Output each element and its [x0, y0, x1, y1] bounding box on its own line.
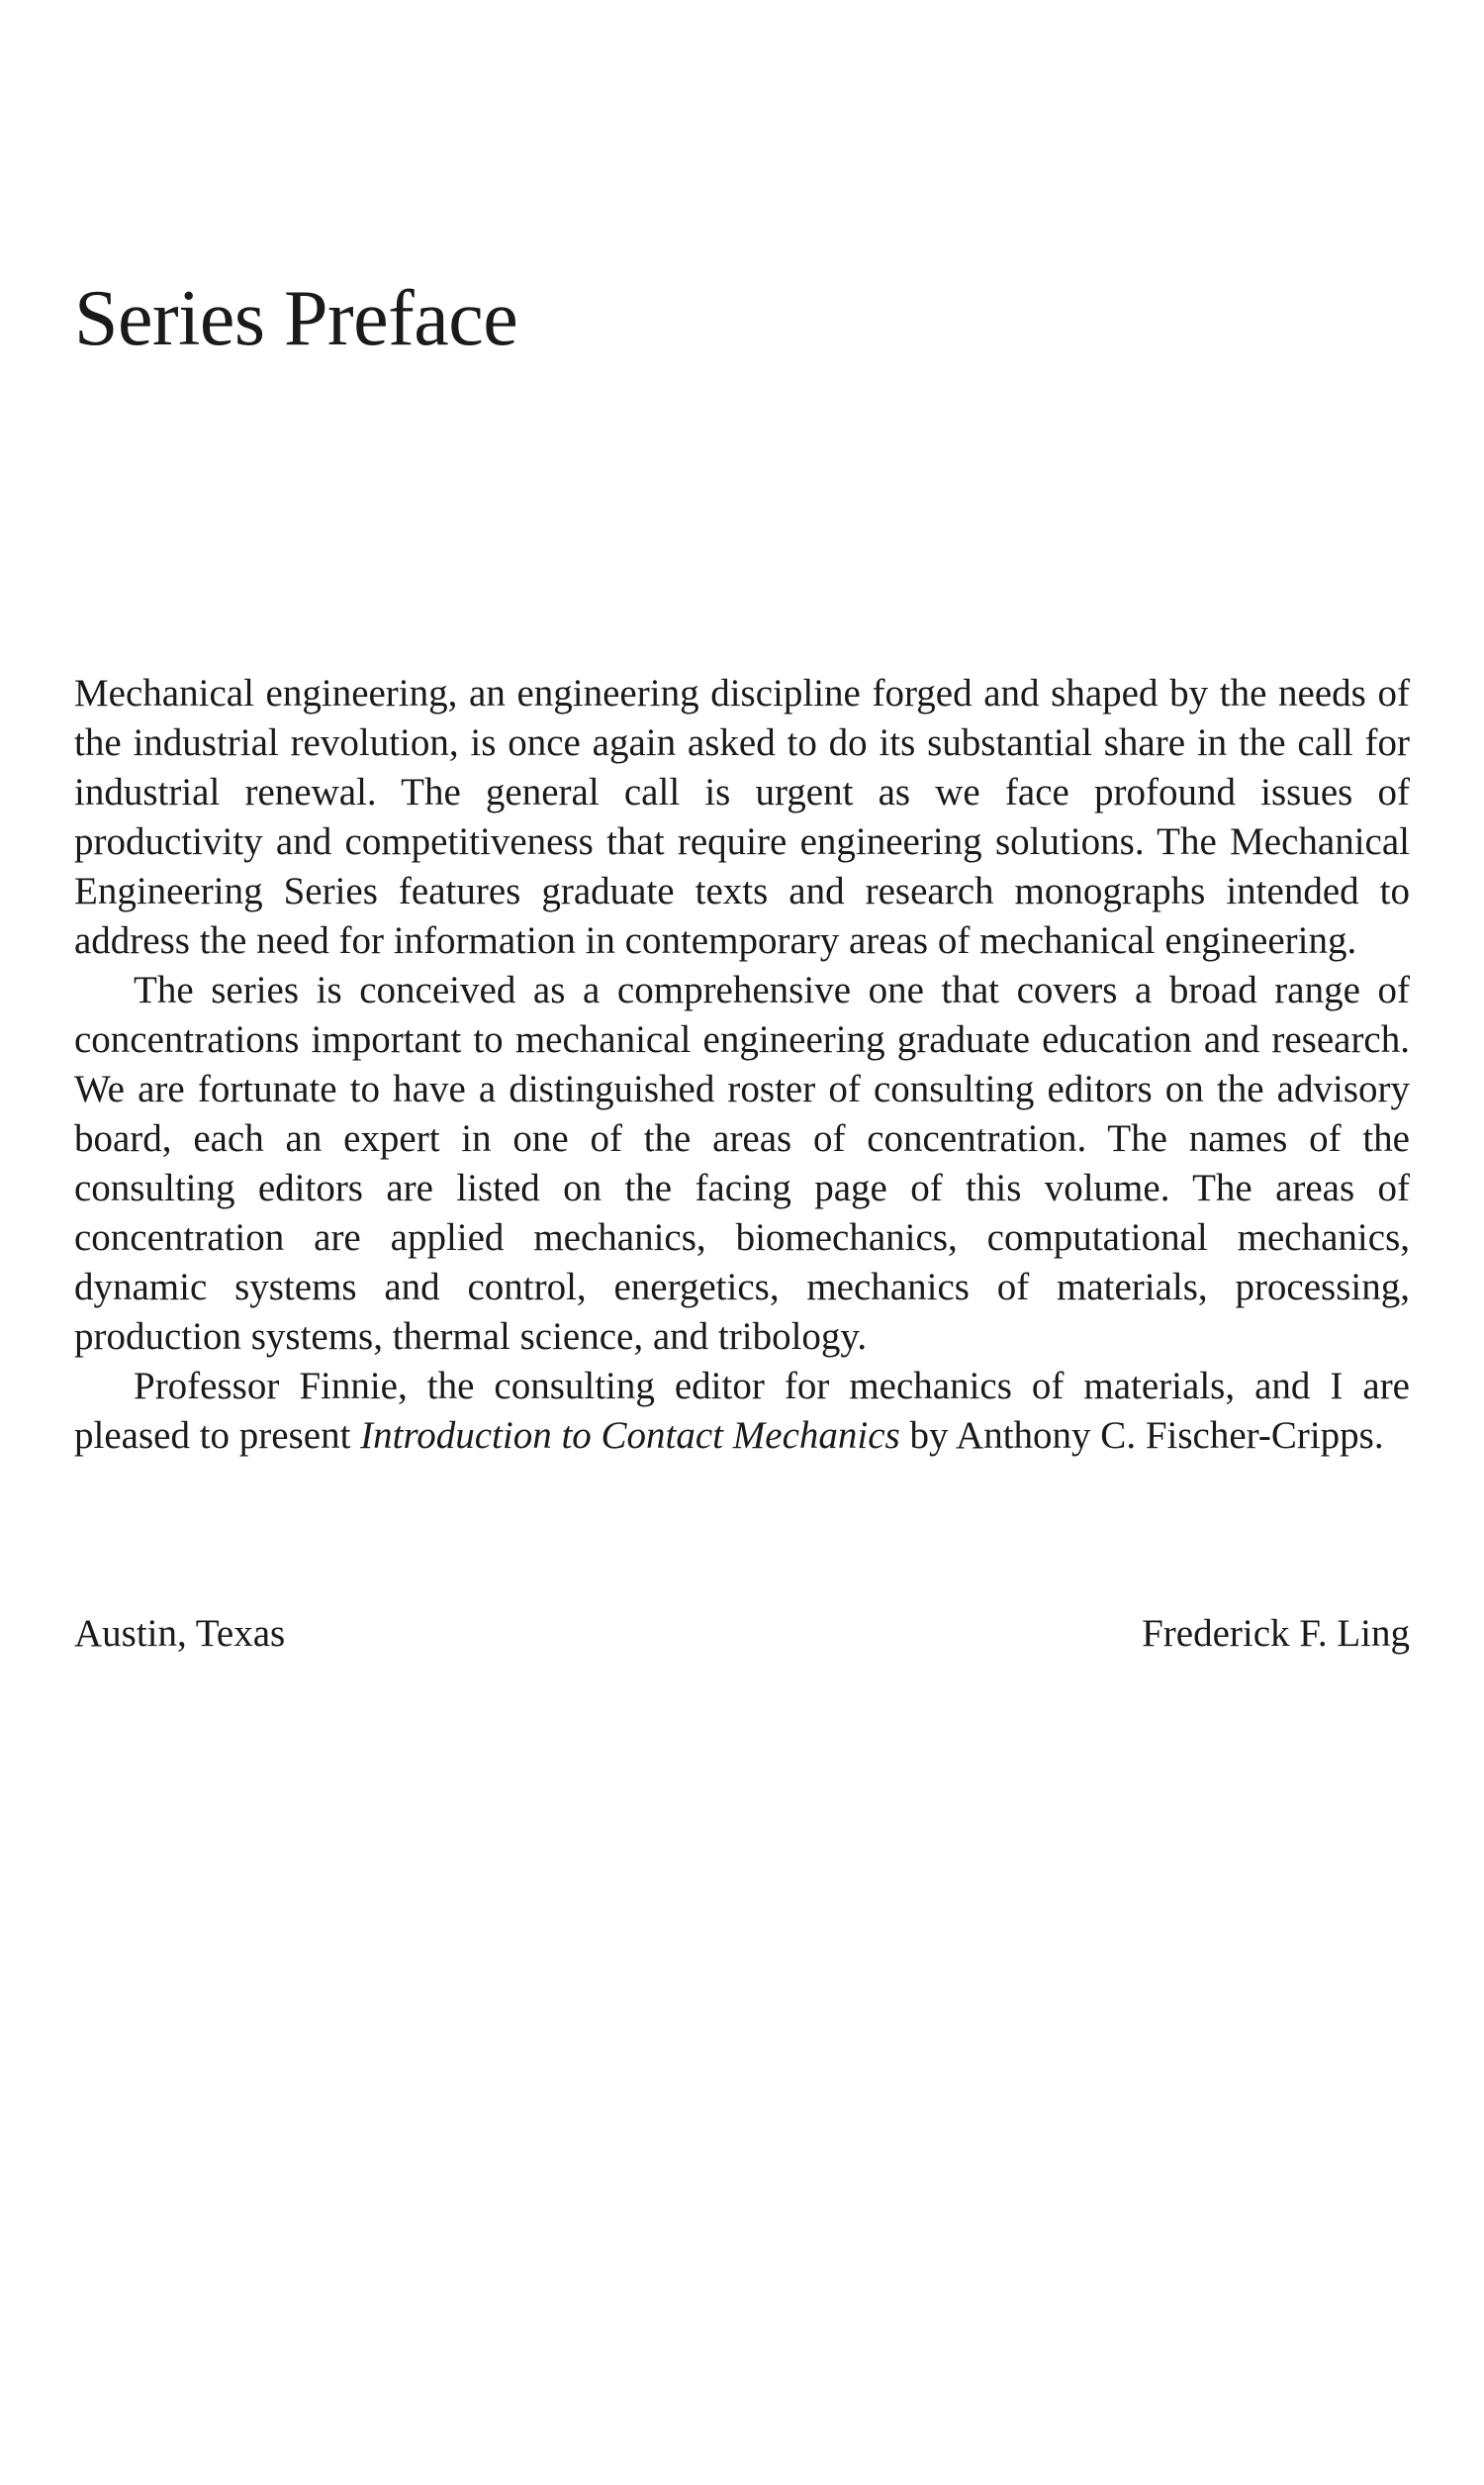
- page-title: Series Preface: [74, 275, 518, 362]
- preface-body: [74, 669, 1410, 1461]
- paragraph-3-text-before: Professor Finnie, the consulting editor for mechanics of materials, and I are pleased to present: [74, 1365, 1410, 1457]
- signature-author: Frederick F. Ling: [1142, 1612, 1410, 1655]
- signature-line: [74, 1609, 1410, 1659]
- paragraph-3-text-after: by Anthony C. Fischer-Cripps.: [899, 1414, 1384, 1457]
- paragraph-2: The series is conceived as a comprehensive one that covers a broad range of concentrations important to mechanical engineering graduate education and research. We are fortunate to have a distinguished roster of consulting editors on the advisory board, each an expert in one of the areas of concentration. The names of the consulting editors are listed on the facing page of this volume. The areas of concentration are applied mechanics, biomechanics, computational mechanics, dynamic systems and control, energetics, mechanics of materials, processing, production systems, thermal science, and tribology.: [74, 969, 1410, 1358]
- book-title: Introduction to Contact Mechanics: [360, 1414, 900, 1457]
- paragraph-3: [74, 1362, 1410, 1461]
- paragraph-1: Mechanical engineering, an engineering discipline forged and shaped by the needs of the industrial revolution, is once again asked to do its substantial share in the call for industrial renewal. The general call is urgent as we face profound issues of productivity and competitiveness that require engineering solutions. The Mechanical Engineering Series features graduate texts and research monographs intended to address the need for information in contemporary areas of mechanical engineering.: [74, 672, 1410, 962]
- signature-place: Austin, Texas: [74, 1612, 286, 1655]
